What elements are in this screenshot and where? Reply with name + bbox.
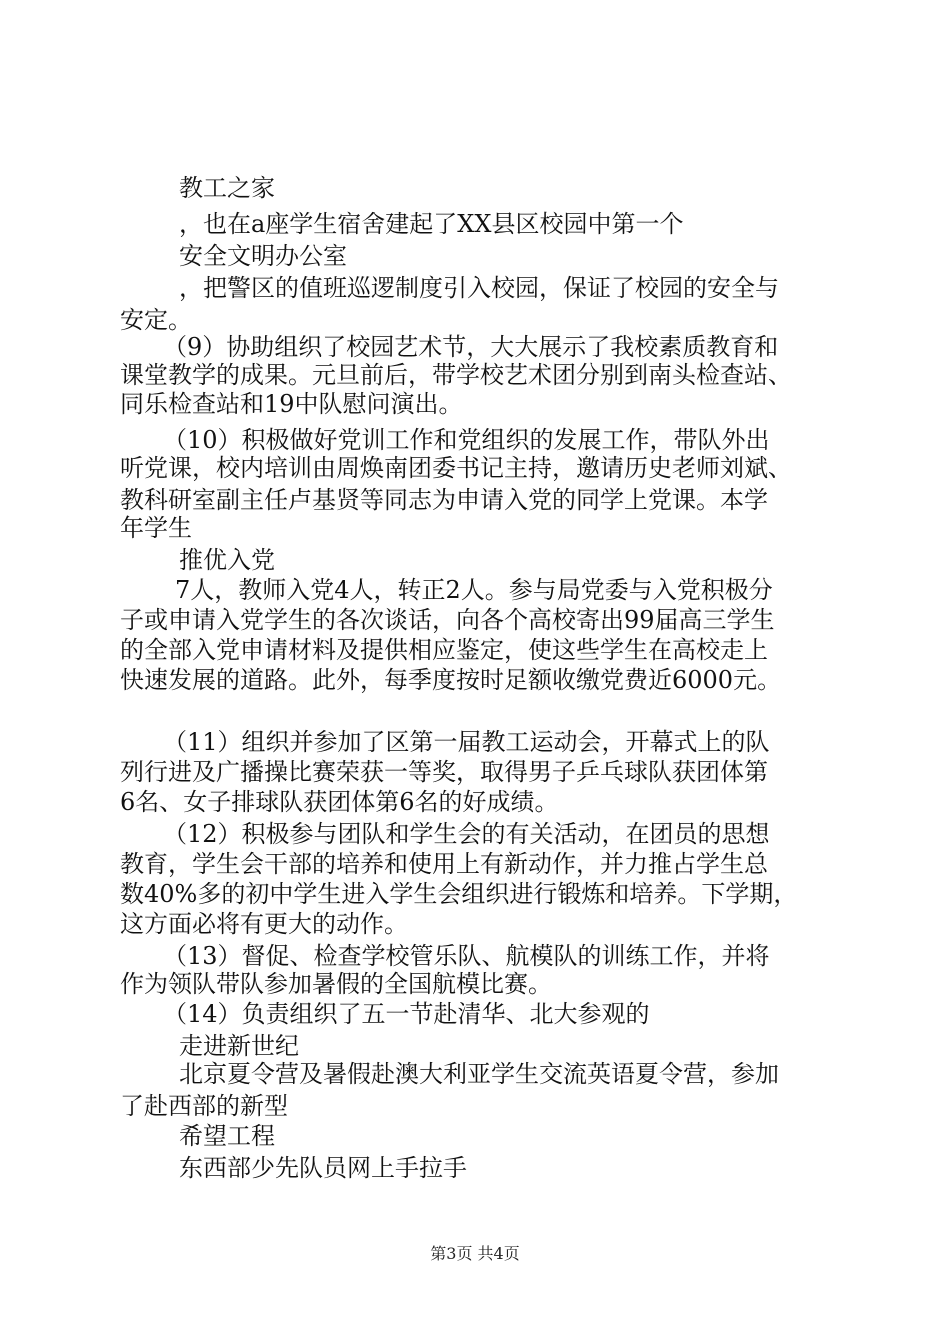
text-line: （11）组织并参加了区第一届教工运动会，开幕式上的队 bbox=[163, 728, 770, 756]
page-number: 第3页 共4页 bbox=[430, 1244, 520, 1263]
text-line: 列行进及广播操比赛荣获一等奖，取得男子乒乓球队获团体第 bbox=[120, 758, 768, 786]
text-line: 的全部入党申请材料及提供相应鉴定，使这些学生在高校走上 bbox=[120, 636, 768, 664]
text-line: 课堂教学的成果。元旦前后，带学校艺术团分别到南头检查站、 bbox=[120, 361, 792, 389]
text-line: 北京夏令营及暑假赴澳大利亚学生交流英语夏令营，参加 bbox=[179, 1060, 779, 1088]
text-line: （12）积极参与团队和学生会的有关活动，在团员的思想 bbox=[163, 820, 770, 848]
text-line: 快速发展的道路。此外，每季度按时足额收缴党费近6000元。 bbox=[120, 666, 782, 694]
text-line: 教育，学生会干部的培养和使用上有新动作，并力推占学生总 bbox=[120, 850, 768, 878]
text-line: 安全文明办公室 bbox=[179, 242, 347, 270]
text-line: 作为领队带队参加暑假的全国航模比赛。 bbox=[120, 970, 552, 998]
text-line: （9）协助组织了校园艺术节，大大展示了我校素质教育和 bbox=[163, 333, 779, 361]
text-line: （13）督促、检查学校管乐队、航模队的训练工作，并将 bbox=[163, 942, 770, 970]
text-line: 子或申请入党学生的各次谈话，向各个高校寄出99届高三学生 bbox=[120, 606, 775, 634]
text-line: 走进新世纪 bbox=[179, 1032, 299, 1060]
text-line: 了赴西部的新型 bbox=[120, 1092, 288, 1120]
text-line: 教工之家 bbox=[179, 174, 275, 202]
text-line: 数40%多的初中学生进入学生会组织进行锻炼和培养。下学期， bbox=[120, 880, 798, 908]
text-line: 教科研室副主任卢基贤等同志为申请入党的同学上党课。本学 bbox=[120, 486, 768, 514]
text-line: ，也在a座学生宿舍建起了XX县区校园中第一个 bbox=[179, 210, 684, 238]
text-line: ，把警区的值班巡逻制度引入校园，保证了校园的安全与 bbox=[179, 274, 779, 302]
text-line: 安定。 bbox=[120, 306, 192, 334]
text-line: 推优入党 bbox=[179, 546, 275, 574]
text-line: （14）负责组织了五一节赴清华、北大参观的 bbox=[163, 1000, 650, 1028]
text-line: 7人，教师入党4人，转正2人。参与局党委与入党积极分 bbox=[175, 576, 773, 604]
text-line: 年学生 bbox=[120, 514, 192, 542]
text-line: 同乐检查站和19中队慰问演出。 bbox=[120, 390, 463, 418]
text-line: 这方面必将有更大的动作。 bbox=[120, 910, 408, 938]
text-line: 6名、女子排球队获团体第6名的好成绩。 bbox=[120, 788, 559, 816]
text-line: 希望工程 bbox=[179, 1122, 275, 1150]
text-line: （10）积极做好党训工作和党组织的发展工作，带队外出 bbox=[163, 426, 770, 454]
text-line: 听党课，校内培训由周焕南团委书记主持，邀请历史老师刘斌、 bbox=[120, 454, 792, 482]
text-line: 东西部少先队员网上手拉手 bbox=[179, 1154, 467, 1182]
